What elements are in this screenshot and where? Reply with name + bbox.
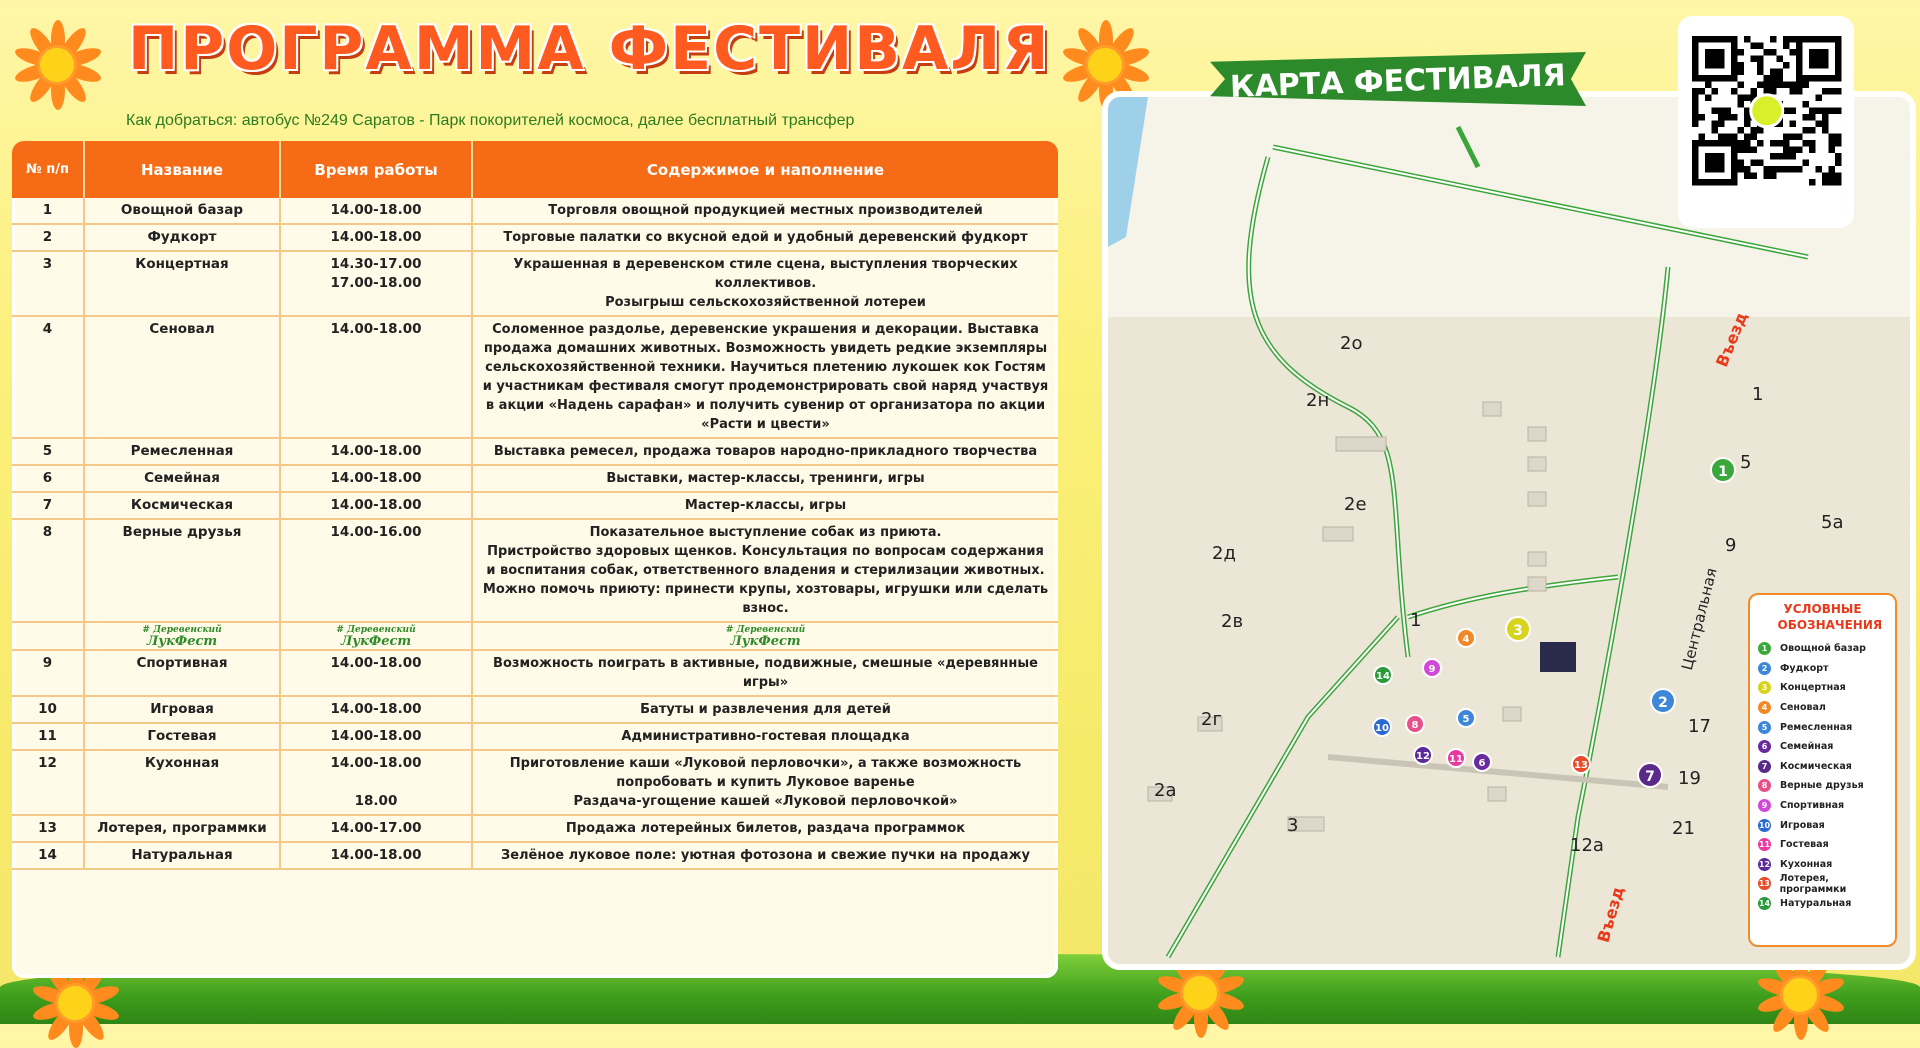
legend-label: Спортивная [1780,800,1845,812]
legend-item [1758,776,1895,796]
map-marker-8[interactable]: 8 [1405,714,1425,734]
legend-label: Концертная [1780,682,1846,694]
row-description: Мастер-классы, игры [472,492,1058,519]
table-header-row [12,141,1058,198]
row-description: Продажа лотерейных билетов, раздача программок [472,815,1058,842]
row-zone-name: Лотерея, программки [84,815,280,842]
row-work-time: 14.00-18.00 [280,198,472,224]
page-title: ПРОГРАММА ФЕСТИВАЛЯ [128,14,1051,84]
row-zone-name: Натуральная [84,842,280,869]
legend-dot: 8 [1758,779,1771,792]
legend-dot: 13 [1758,879,1770,889]
row-number: 5 [12,438,84,465]
row-zone-name: Гостевая [84,723,280,750]
map-marker-5[interactable]: 5 [1456,708,1476,728]
row-work-time: 14.00-18.00 18.00 [280,750,472,815]
map-marker-2[interactable]: 2 [1650,688,1676,714]
row-description: Украшенная в деревенском стиле сцена, выступления творческих коллективов. Розыгрыш сельскохозяйственной лотереи [472,251,1058,316]
row-zone-name: Космическая [84,492,280,519]
table-row [12,251,1058,316]
row-number: 6 [12,465,84,492]
row-description: Выставка ремесел, продажа товаров народно-прикладного творчества [472,438,1058,465]
row-number: 10 [12,696,84,723]
row-number: 13 [12,815,84,842]
row-description: Торговые палатки со вкусной едой и удобный деревенский фудкорт [472,224,1058,251]
legend-item [1758,698,1895,718]
legend-item [1758,874,1895,894]
entrance-label: Въезд [1712,309,1752,370]
legend-label: Фудкорт [1780,662,1829,674]
row-work-time: 14.00-18.00 [280,696,472,723]
row-work-time: 14.00-18.00 [280,723,472,750]
house-label: 1 [1410,610,1422,631]
table-row [12,492,1058,519]
legend-item [1758,659,1895,679]
row-zone-name: Игровая [84,696,280,723]
legend-label: Кухонная [1780,858,1833,870]
program-table [12,141,1058,978]
row-work-time: 14.30-17.00 17.00-18.00 [280,251,472,316]
row-number: 7 [12,492,84,519]
map-legend [1748,593,1897,947]
house-label: 5 [1740,452,1752,473]
row-zone-name: Овощной базар [84,198,280,224]
legend-label: Верные друзья [1780,780,1864,792]
col-number: № п/п [12,141,84,198]
transport-note: Как добраться: автобус №249 Саратов - Парк покорителей космоса, далее бесплатный трансфер [126,112,855,129]
legend-dot: 7 [1758,760,1771,773]
lukfest-logo: # Деревенский ЛукФест [142,625,222,649]
map-marker-14[interactable]: 14 [1373,665,1393,685]
legend-item [1758,717,1895,737]
legend-title: УСЛОВНЫЕ ОБОЗНАЧЕНИЯ [1777,602,1883,632]
legend-item [1758,894,1895,914]
legend-label: Овощной базар [1780,643,1866,655]
legend-label: Семейная [1780,741,1834,753]
row-work-time: 14.00-18.00 [280,650,472,696]
row-number: 4 [12,316,84,438]
row-zone-name: Ремесленная [84,438,280,465]
row-description: Возможность поиграть в активные, подвижные, смешные «деревянные игры» [472,650,1058,696]
logo-row [12,622,1058,650]
house-label: 21 [1672,818,1695,839]
row-number: 8 [12,519,84,622]
table-row [12,438,1058,465]
col-time: Время работы [280,141,472,198]
map-marker-3[interactable]: 3 [1505,616,1531,642]
house-label: 1 [1752,384,1764,405]
house-label: 2а [1154,780,1177,801]
legend-item [1758,796,1895,816]
row-number: 3 [12,251,84,316]
row-work-time: 14.00-18.00 [280,438,472,465]
legend-dot: 10 [1758,820,1771,830]
map-marker-7[interactable]: 7 [1637,762,1663,788]
legend-item [1758,757,1895,777]
row-zone-name: Фудкорт [84,224,280,251]
legend-item [1758,678,1895,698]
sun-flower-icon [12,20,102,110]
map-title-ribbon [1190,44,1606,116]
row-number: 9 [12,650,84,696]
legend-dot: 3 [1758,681,1771,694]
table-row [12,316,1058,438]
legend-label: Космическая [1780,760,1852,772]
map-marker-10[interactable]: 10 [1372,717,1392,737]
legend-item [1758,855,1895,875]
lukfest-logo: # Деревенский ЛукФест [336,625,416,649]
row-zone-name: Сеновал [84,316,280,438]
row-work-time: 14.00-18.00 [280,316,472,438]
row-description: Соломенное раздолье, деревенские украшения и декорации. Выставка продажа домашних животных. Возможность увидеть редкие экземпляры сельскохозяйственной техники. Научиться плетению лукошек кок Гостям и участникам фестиваля смогут продемонстрировать свой наряд участвуя в акции «Надень сарафан» и получить сувенир от организатора по акции «Расти и цвести» [472,316,1058,438]
legend-dot: 2 [1758,662,1771,675]
row-work-time: 14.00-18.00 [280,465,472,492]
legend-dot: 4 [1758,701,1771,714]
table-row [12,723,1058,750]
map-marker-9[interactable]: 9 [1422,658,1442,678]
legend-item [1758,835,1895,855]
col-content: Содержимое и наполнение [472,141,1058,198]
table-row [12,815,1058,842]
entrance-label: Въезд [1593,884,1628,945]
legend-dot: 14 [1758,899,1771,909]
legend-label: Гостевая [1780,839,1829,851]
row-number: 1 [12,198,84,224]
house-label: 5а [1821,512,1844,533]
street-label: Центральная [1677,566,1721,672]
legend-dot: 9 [1758,799,1771,812]
house-label: 3 [1287,815,1299,836]
table-row [12,696,1058,723]
row-number: 12 [12,750,84,815]
table-row [12,519,1058,622]
row-work-time: 14.00-18.00 [280,842,472,869]
table-row [12,224,1058,251]
legend-label: Натуральная [1780,898,1852,910]
legend-dot: 6 [1758,740,1771,753]
row-description: Зелёное луковое поле: уютная фотозона и свежие пучки на продажу [472,842,1058,869]
map-title: КАРТА ФЕСТИВАЛЯ [1229,58,1567,105]
map-marker-12[interactable]: 12 [1413,745,1433,765]
house-label: 2н [1306,390,1330,411]
table-row [12,842,1058,869]
map-marker-13[interactable]: 13 [1571,754,1591,774]
row-number: 14 [12,842,84,869]
row-work-time: 14.00-16.00 [280,519,472,622]
table-row [12,465,1058,492]
row-zone-name: Семейная [84,465,280,492]
map-marker-4[interactable]: 4 [1456,628,1476,648]
row-zone-name: Верные друзья [84,519,280,622]
legend-label: Ремесленная [1780,721,1853,733]
row-work-time: 14.00-17.00 [280,815,472,842]
qr-code[interactable] [1678,16,1854,228]
legend-item [1758,639,1895,659]
house-label: 17 [1688,716,1711,737]
house-label: 2е [1344,494,1367,515]
map-marker-11[interactable]: 11 [1446,748,1466,768]
row-work-time: 14.00-18.00 [280,492,472,519]
legend-dot: 5 [1758,721,1771,734]
row-number: 2 [12,224,84,251]
row-number: 11 [12,723,84,750]
col-name: Название [84,141,280,198]
house-label: 19 [1678,768,1701,789]
legend-item [1758,737,1895,757]
table-row [12,650,1058,696]
row-description: Батуты и развлечения для детей [472,696,1058,723]
house-label: 2г [1201,709,1222,730]
legend-item [1758,815,1895,835]
house-label: 2д [1212,543,1236,564]
lukfest-logo: # Деревенский ЛукФест [725,625,806,649]
legend-label: Сеновал [1780,702,1826,714]
map-marker-1[interactable]: 1 [1710,457,1736,483]
legend-label: Игровая [1780,819,1825,831]
house-label: 2в [1221,611,1244,632]
row-description: Выставки, мастер-классы, тренинги, игры [472,465,1058,492]
house-label: 9 [1725,535,1737,556]
table-row [12,198,1058,224]
legend-dot: 12 [1758,859,1771,869]
row-description: Административно-гостевая площадка [472,723,1058,750]
legend-dot: 11 [1758,840,1771,850]
house-label: 12а [1570,835,1604,856]
row-work-time: 14.00-18.00 [280,224,472,251]
row-description: Показательное выступление собак из приюта. Пристройство здоровых щенков. Консультация по вопросам содержания и воспитания собак, ответственного владения и стерилизации животных. Можно помочь приюту: принести крупы, хозтовары, игрушки или сделать взнос. [472,519,1058,622]
table-row [12,750,1058,815]
row-zone-name: Концертная [84,251,280,316]
map-marker-6[interactable]: 6 [1472,752,1492,772]
legend-label: Лотерея, программки [1779,872,1847,895]
legend-dot: 1 [1758,642,1771,655]
row-zone-name: Спортивная [84,650,280,696]
house-label: 2о [1340,333,1363,354]
row-zone-name: Кухонная [84,750,280,815]
row-description: Приготовление каши «Луковой перловочки», а также возможность попробовать и купить Луковое варенье Раздача-угощение кашей «Луковой перловочкой» [472,750,1058,815]
row-description: Торговля овощной продукцией местных производителей [472,198,1058,224]
